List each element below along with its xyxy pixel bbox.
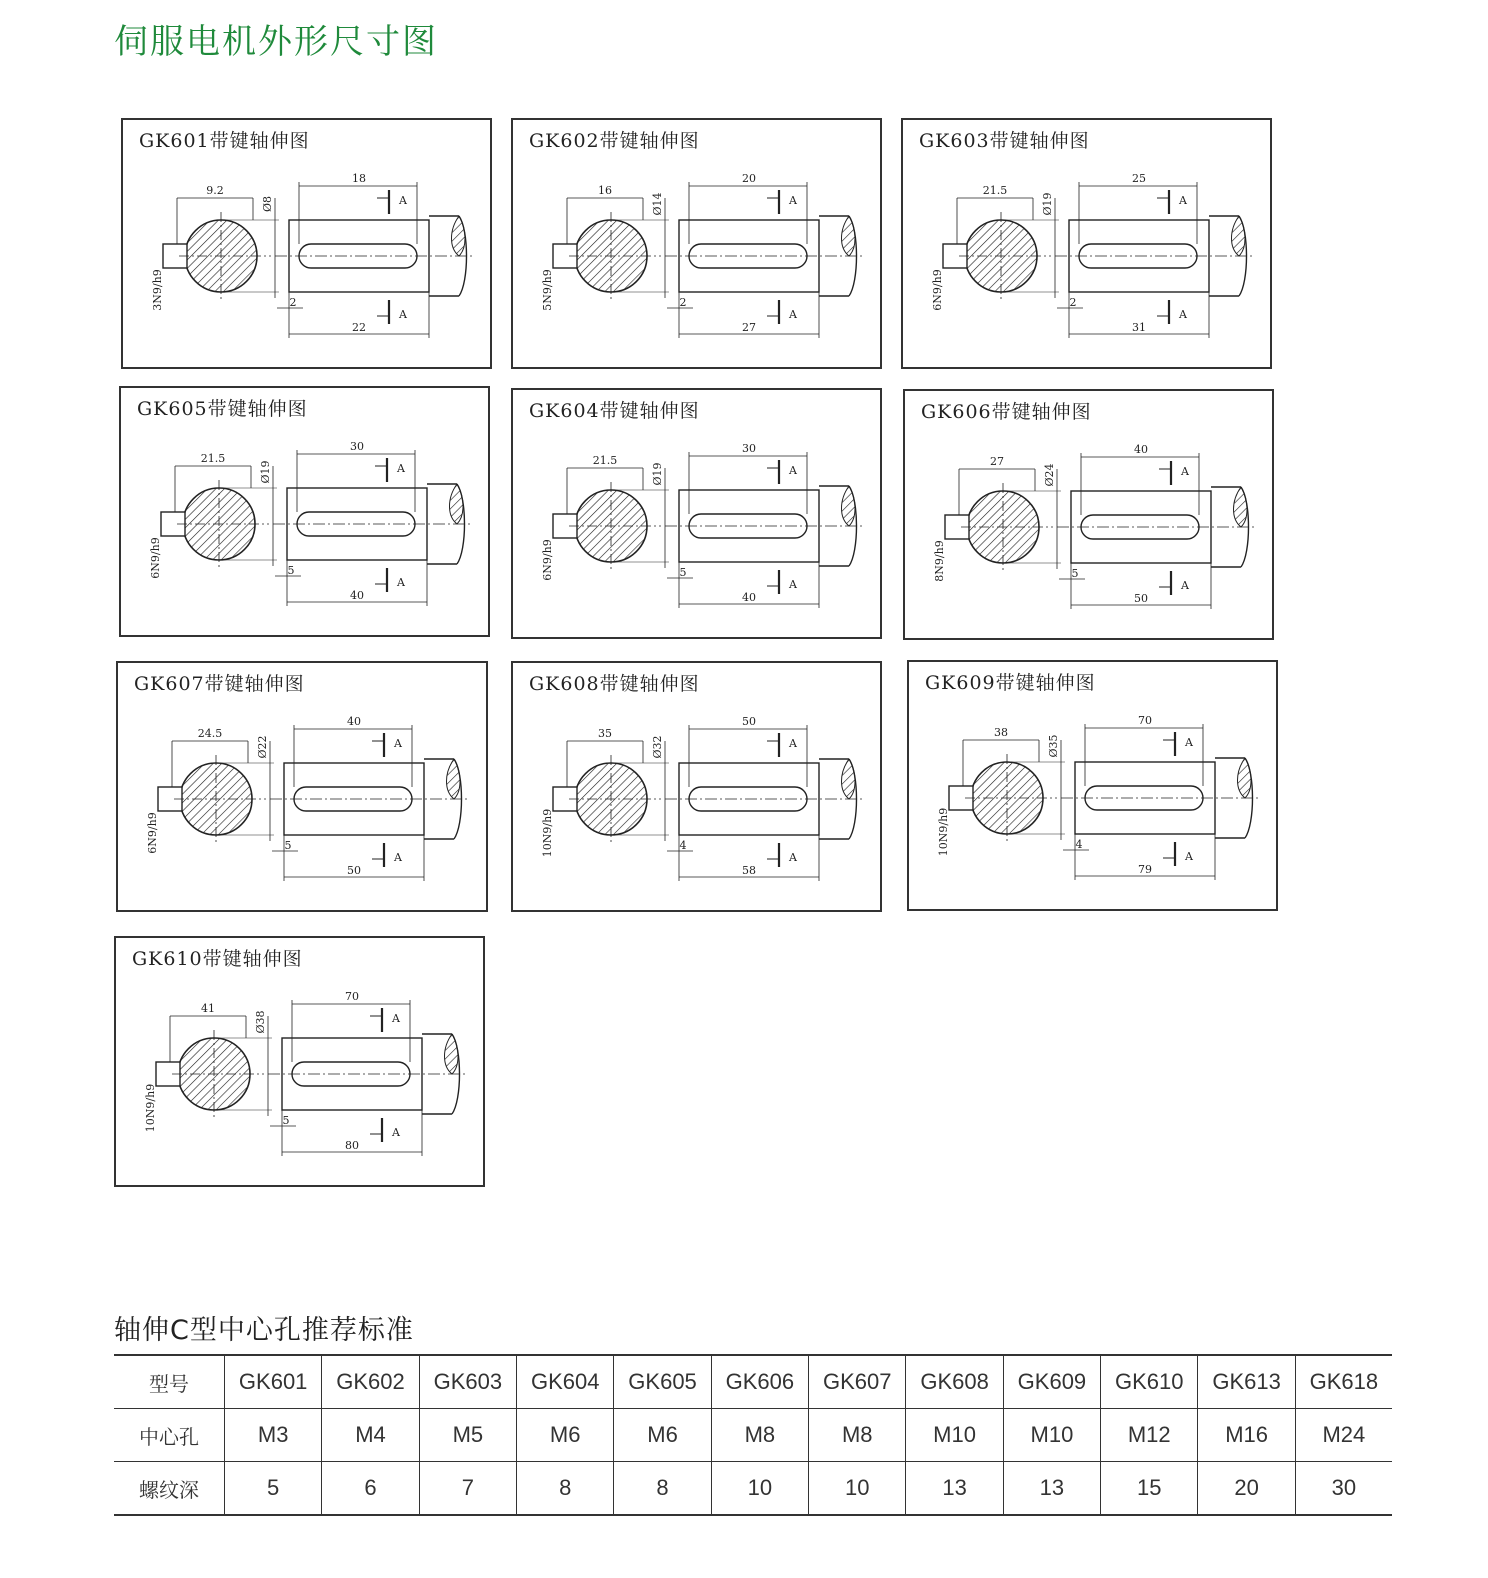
table-cell: M3 [225, 1409, 322, 1462]
shaft-drawing [123, 120, 494, 371]
shaft-drawing [905, 391, 1276, 642]
diameter-dimension: Ø38 [254, 1010, 267, 1034]
panel-title: GK603带键轴伸图 [919, 130, 1090, 152]
section-mark: A [789, 851, 797, 864]
table-cell: 15 [1101, 1462, 1198, 1516]
shaft-length-dimension: 27 [742, 321, 756, 334]
table-cell: 7 [419, 1462, 516, 1516]
table-cell: 5 [225, 1462, 322, 1516]
shaft-length-dimension: 80 [345, 1139, 359, 1152]
key-width-dimension: 41 [201, 1002, 215, 1015]
table-cell: M6 [614, 1409, 711, 1462]
shaft-drawing [121, 388, 492, 639]
shaft-drawing-panel [114, 936, 485, 1187]
section-mark: A [397, 576, 405, 589]
row-label: 型号 [149, 1371, 189, 1396]
table-cell: GK606 [711, 1355, 808, 1409]
table-cell: GK610 [1101, 1355, 1198, 1409]
table-cell: GK601 [225, 1355, 322, 1409]
diameter-dimension: Ø35 [1047, 734, 1060, 758]
key-length-dimension: 40 [347, 715, 361, 728]
section-mark: A [1185, 850, 1193, 863]
table-cell: M6 [517, 1409, 614, 1462]
section-mark: A [394, 851, 402, 864]
section-mark: A [789, 737, 797, 750]
key-length-dimension: 18 [352, 172, 366, 185]
table-cell: 20 [1198, 1462, 1295, 1516]
key-length-dimension: 70 [1138, 714, 1152, 727]
offset-dimension: 2 [289, 296, 297, 309]
shaft-length-dimension: 22 [352, 321, 366, 334]
offset-dimension: 4 [1075, 838, 1083, 851]
table-row [114, 1462, 1392, 1516]
center-hole-table [114, 1354, 1392, 1516]
shaft-drawing-panel [119, 386, 490, 637]
page-title: 伺服电机外形尺寸图 [114, 22, 438, 62]
table-cell: M10 [1003, 1409, 1100, 1462]
table-cell: 13 [1003, 1462, 1100, 1516]
panel-title: GK605带键轴伸图 [137, 398, 308, 420]
section-mark: A [789, 464, 797, 477]
row-label: 螺纹深 [139, 1477, 199, 1502]
section-mark: A [392, 1126, 400, 1139]
key-tolerance-label: 6N9/h9 [146, 812, 159, 854]
section-mark: A [1179, 308, 1187, 321]
offset-dimension: 5 [287, 564, 295, 577]
section-mark: A [789, 308, 797, 321]
table-cell: GK603 [419, 1355, 516, 1409]
table-cell: M8 [711, 1409, 808, 1462]
panel-title: GK606带键轴伸图 [921, 401, 1092, 423]
shaft-drawing [513, 390, 884, 641]
table-cell: GK608 [906, 1355, 1003, 1409]
row-label: 中心孔 [139, 1424, 199, 1449]
shaft-length-dimension: 40 [742, 591, 756, 604]
shaft-length-dimension: 50 [347, 864, 361, 877]
offset-dimension: 2 [1069, 296, 1077, 309]
key-length-dimension: 20 [742, 172, 756, 185]
key-width-dimension: 21.5 [982, 184, 1008, 197]
panel-title: GK609带键轴伸图 [925, 672, 1096, 694]
section-mark: A [1185, 736, 1193, 749]
key-tolerance-label: 5N9/h9 [541, 269, 554, 311]
table-row [114, 1355, 1392, 1409]
shaft-drawing-panel [903, 389, 1274, 640]
shaft-length-dimension: 31 [1132, 321, 1146, 334]
key-tolerance-label: 8N9/h9 [933, 540, 946, 582]
key-tolerance-label: 3N9/h9 [151, 269, 164, 311]
shaft-drawing-panel [116, 661, 488, 912]
shaft-drawing [513, 663, 884, 914]
key-width-dimension: 21.5 [592, 454, 618, 467]
table-row [114, 1409, 1392, 1462]
offset-dimension: 2 [679, 296, 687, 309]
diameter-dimension: Ø24 [1043, 463, 1056, 487]
section-mark: A [1181, 465, 1189, 478]
diameter-dimension: Ø32 [651, 735, 664, 759]
table-cell: 8 [517, 1462, 614, 1516]
diameter-dimension: Ø19 [1041, 192, 1054, 216]
diameter-dimension: Ø19 [259, 460, 272, 484]
table-cell: M5 [419, 1409, 516, 1462]
section-mark: A [789, 578, 797, 591]
table-cell: 8 [614, 1462, 711, 1516]
key-length-dimension: 70 [345, 990, 359, 1003]
key-tolerance-label: 10N9/h9 [937, 807, 950, 857]
center-hole-section-title: 轴伸C型中心孔推荐标准 [114, 1315, 414, 1346]
table-cell: M10 [906, 1409, 1003, 1462]
offset-dimension: 5 [1071, 567, 1079, 580]
diameter-dimension: Ø19 [651, 462, 664, 486]
table-cell: GK609 [1003, 1355, 1100, 1409]
panel-title: GK602带键轴伸图 [529, 130, 700, 152]
section-mark: A [399, 194, 407, 207]
table-cell: M8 [809, 1409, 906, 1462]
key-tolerance-label: 10N9/h9 [541, 808, 554, 858]
offset-dimension: 4 [679, 839, 687, 852]
section-mark: A [399, 308, 407, 321]
shaft-drawing-panel [901, 118, 1272, 369]
offset-dimension: 5 [679, 566, 687, 579]
table-cell: 10 [809, 1462, 906, 1516]
shaft-drawing [116, 938, 487, 1189]
shaft-drawing-panel [121, 118, 492, 369]
panel-title: GK610带键轴伸图 [132, 948, 303, 970]
shaft-drawing [118, 663, 489, 914]
table-cell: GK604 [517, 1355, 614, 1409]
shaft-drawing-panel [511, 388, 882, 639]
shaft-drawing [513, 120, 884, 371]
key-width-dimension: 16 [598, 184, 612, 197]
panel-title: GK601带键轴伸图 [139, 130, 310, 152]
key-width-dimension: 35 [598, 727, 612, 740]
shaft-drawing-panel [511, 118, 882, 369]
key-width-dimension: 24.5 [197, 727, 223, 740]
panel-title: GK604带键轴伸图 [529, 400, 700, 422]
table-cell: M24 [1295, 1409, 1392, 1462]
shaft-length-dimension: 79 [1138, 863, 1152, 876]
key-tolerance-label: 10N9/h9 [144, 1083, 157, 1133]
diameter-dimension: Ø14 [651, 192, 664, 216]
key-length-dimension: 30 [742, 442, 756, 455]
diameter-dimension: Ø22 [256, 735, 269, 759]
key-width-dimension: 9.2 [206, 184, 224, 197]
table-cell: 10 [711, 1462, 808, 1516]
key-width-dimension: 27 [990, 455, 1004, 468]
section-mark: A [1179, 194, 1187, 207]
shaft-drawing [909, 662, 1280, 913]
section-mark: A [394, 737, 402, 750]
table-cell: M12 [1101, 1409, 1198, 1462]
table-cell: GK613 [1198, 1355, 1295, 1409]
shaft-length-dimension: 58 [742, 864, 756, 877]
diameter-dimension: Ø8 [261, 195, 274, 213]
table-cell: GK605 [614, 1355, 711, 1409]
key-tolerance-label: 6N9/h9 [541, 539, 554, 581]
table-cell: 13 [906, 1462, 1003, 1516]
key-width-dimension: 21.5 [200, 452, 226, 465]
table-cell: GK607 [809, 1355, 906, 1409]
table-cell: 6 [322, 1462, 419, 1516]
table-cell: GK618 [1295, 1355, 1392, 1409]
shaft-drawing-panel [907, 660, 1278, 911]
key-tolerance-label: 6N9/h9 [931, 269, 944, 311]
section-mark: A [392, 1012, 400, 1025]
shaft-drawing [903, 120, 1274, 371]
table-cell: 30 [1295, 1462, 1392, 1516]
panel-title: GK607带键轴伸图 [134, 673, 305, 695]
section-mark: A [789, 194, 797, 207]
shaft-length-dimension: 40 [350, 589, 364, 602]
key-tolerance-label: 6N9/h9 [149, 537, 162, 579]
table-cell: M16 [1198, 1409, 1295, 1462]
shaft-length-dimension: 50 [1134, 592, 1148, 605]
panel-title: GK608带键轴伸图 [529, 673, 700, 695]
section-mark: A [1181, 579, 1189, 592]
key-width-dimension: 38 [994, 726, 1008, 739]
key-length-dimension: 40 [1134, 443, 1148, 456]
table-cell: M4 [322, 1409, 419, 1462]
shaft-drawing-panel [511, 661, 882, 912]
key-length-dimension: 25 [1132, 172, 1146, 185]
table-cell: GK602 [322, 1355, 419, 1409]
key-length-dimension: 50 [742, 715, 756, 728]
offset-dimension: 5 [284, 839, 292, 852]
section-mark: A [397, 462, 405, 475]
key-length-dimension: 30 [350, 440, 364, 453]
offset-dimension: 5 [282, 1114, 290, 1127]
